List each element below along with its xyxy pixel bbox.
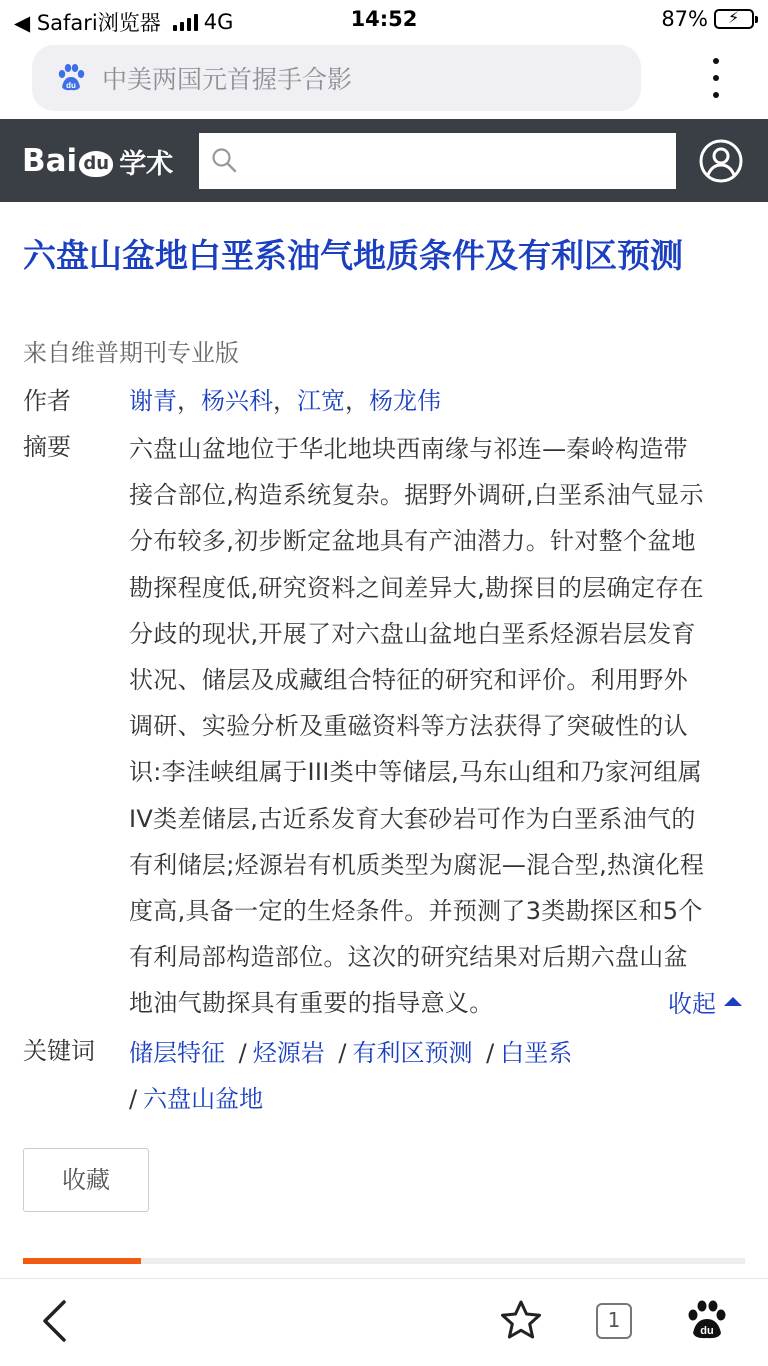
battery-icon: ⚡ [714,9,754,29]
abstract-line: 六盘山盆地位于华北地块西南缘与祁连—秦岭构造带 [129,435,688,463]
logo-du-badge: du [79,151,113,177]
abstract-line: 地油气勘探具有重要的指导意义。 [129,989,494,1018]
abstract-line: 分歧的现状,开展了对六盘山盆地白垩系烃源岩层发育 [129,619,696,648]
baidu-xueshu-logo[interactable] [22,137,173,185]
caret-up-icon [724,997,742,1006]
tab-indicator-active [23,1258,141,1264]
back-icon[interactable] [40,1299,70,1343]
abstract-line: 有利储层;烃源岩有机质类型为腐泥—混合型,热演化程 [129,850,705,879]
bottom-toolbar [0,1278,768,1366]
status-bar [0,0,768,40]
keyword-link[interactable]: 烃源岩 [252,1039,325,1067]
keyword-link[interactable]: 储层特征 [129,1039,225,1067]
more-menu-icon[interactable] [705,58,727,98]
status-right [661,7,754,31]
article-source: 来自维普期刊专业版 [23,339,239,367]
battery-percent: 87% [661,7,708,31]
address-query: 中美两国元首握手合影 [102,65,353,94]
abstract-line: 度高,具备一定的生烃条件。并预测了3类勘探区和5个 [129,897,703,926]
logo-text-prefix: Bai [22,143,78,179]
tab-indicator [23,1258,745,1264]
authors-list: 谢青，杨兴科，江宽，杨龙伟 [129,387,441,415]
collapse-label: 收起 [668,990,716,1018]
search-input[interactable] [199,133,676,189]
site-header [0,119,768,202]
address-bar[interactable] [32,45,641,111]
network-label: 4G [203,10,234,34]
keyword-link[interactable]: 白垩系 [500,1039,573,1067]
author-link[interactable]: 杨龙伟 [369,387,441,415]
carrier-label: ◀ Safari浏览器 [14,11,161,35]
abstract-line: 接合部位,构造系统复杂。据野外调研,白垩系油气显示 [129,481,704,510]
abstract-line: 调研、实验分析及重磁资料等方法获得了突破性的认 [129,712,688,741]
abstract-label: 摘要 [23,433,71,461]
abstract-line: 有利局部构造部位。这次的研究结果对后期六盘山盆 [129,943,688,972]
search-icon[interactable] [211,147,237,173]
tabs-count-button[interactable]: 1 [596,1303,632,1339]
bookmark-star-icon[interactable] [500,1299,542,1341]
keywords-label: 关键词 [23,1037,95,1065]
keyword-link[interactable]: 六盘山盆地 [143,1085,264,1113]
author-link[interactable]: 江宽 [297,387,345,415]
author-link[interactable]: 杨兴科 [201,387,273,415]
user-account-icon[interactable] [698,138,744,184]
author-link[interactable]: 谢青 [129,387,177,415]
abstract-line: 识:李洼峡组属于III类中等储层,马东山组和乃家河组属 [129,758,703,787]
article-title[interactable]: 六盘山盆地白垩系油气地质条件及有利区预测 [23,236,683,275]
abstract-text [129,426,744,1027]
baidu-home-icon[interactable] [686,1299,728,1341]
abstract-line: IV类差储层,古近系发育大套砂岩可作为白垩系油气的 [129,804,696,833]
abstract-line: 勘探程度低,研究资料之间差异大,勘探目的层确定存在 [129,573,704,602]
baidu-paw-icon [56,63,86,93]
abstract-line: 分布较多,初步断定盆地具有产油潜力。针对整个盆地 [129,527,696,556]
keywords-list: 储层特征 / 烃源岩 / 有利区预测 / 白垩系 / 六盘山盆地 [129,1039,573,1113]
keyword-link[interactable]: 有利区预测 [352,1039,473,1067]
logo-text-suffix: 学术 [119,148,174,180]
svg-text:du: du [700,1325,714,1337]
svg-text:du: du [66,81,76,90]
abstract-line: 状况、储层及成藏组合特征的研究和评价。利用野外 [129,666,688,695]
collapse-abstract-button[interactable] [668,984,742,1019]
favorite-button[interactable]: 收藏 [23,1148,149,1212]
status-time: 14:52 [350,7,418,31]
authors-label: 作者 [23,387,71,415]
